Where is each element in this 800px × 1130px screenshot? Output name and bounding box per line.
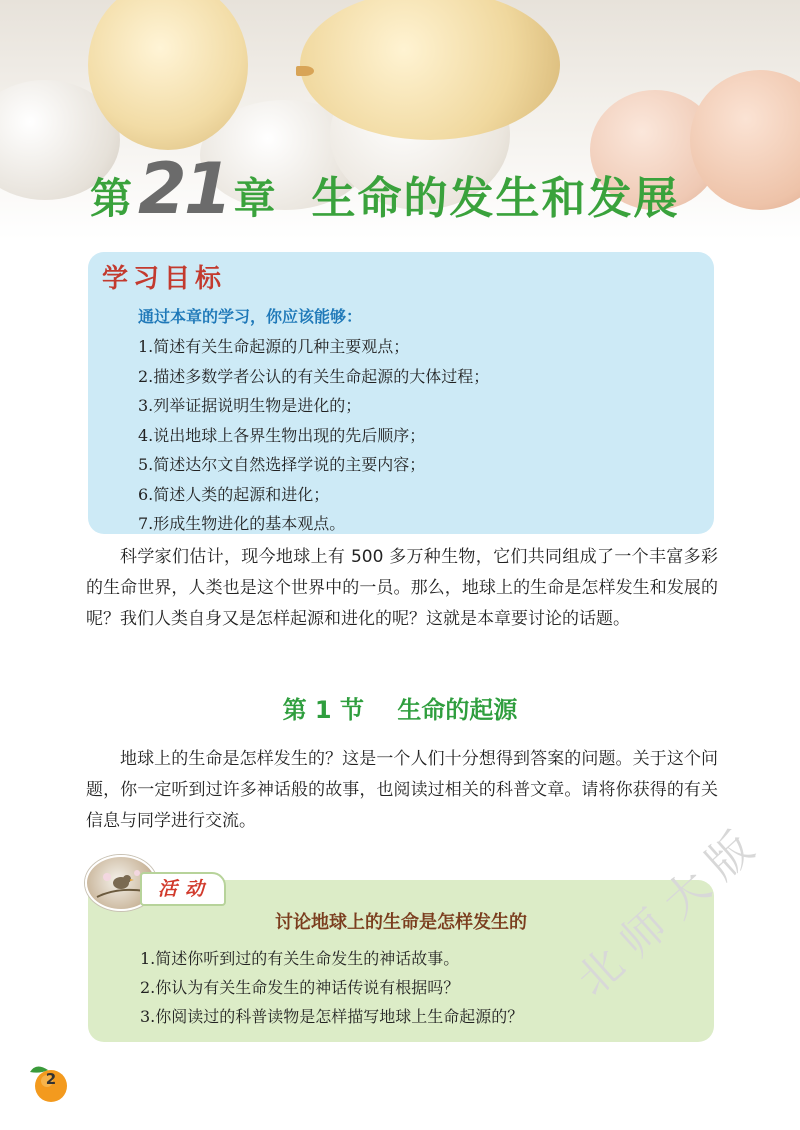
learning-goals-intro: 通过本章的学习，你应该能够：	[138, 307, 363, 326]
learning-goals-list	[138, 332, 489, 539]
intro-paragraph: 科学家们估计，现今地球上有 500 多万种生物，它们共同组成了一个丰富多彩的生命世界，人类也是这个世界中的一员。那么，地球上的生命是怎样发生和发展的呢？我们人类自身又是怎样起源和进化的呢？这就是本章要讨论的话题。	[86, 547, 718, 629]
chapter-suffix: 章	[233, 174, 276, 223]
activity-item: 3.你阅读过的科普读物是怎样描写地球上生命起源的？	[140, 1007, 524, 1026]
activity-item: 2.你认为有关生命发生的神话传说有根据吗？	[140, 978, 460, 997]
learning-goal-item: 1.简述有关生命起源的几种主要观点；	[138, 337, 410, 356]
section-paragraph: 地球上的生命是怎样发生的？这是一个人们十分想得到答案的问题。关于这个问题，你一定听到过许多神话般的故事，也阅读过相关的科普文章。请将你获得的有关信息与同学进行交流。	[86, 749, 718, 831]
chapter-name: 生命的发生和发展	[311, 173, 680, 224]
section-title: 第 1 节 生命的起源	[282, 696, 518, 724]
watermark: 北师大版	[567, 812, 774, 1007]
activity-title: 讨论地球上的生命是怎样发生的	[275, 912, 527, 933]
activity-list	[140, 944, 523, 1031]
activity-tag-label: 活动	[158, 878, 213, 900]
chapter-title	[90, 148, 679, 228]
learning-goal-item: 3.列举证据说明生物是进化的；	[138, 396, 362, 415]
learning-goal-item: 4.说出地球上各界生物出现的先后顺序；	[138, 425, 426, 445]
learning-goal-item: 5.简述达尔文自然选择学说的主要内容；	[138, 455, 426, 474]
learning-goal-item: 7.形成生物进化的基本观点。	[138, 514, 346, 533]
page-number: 2	[45, 1070, 57, 1088]
learning-goal-item: 6.简述人类的起源和进化；	[138, 484, 330, 504]
activity-item: 1.简述你听到过的有关生命发生的神话故事。	[140, 949, 460, 968]
chapter-number: 21	[138, 148, 230, 230]
learning-goals-heading: 学习目标	[102, 264, 227, 294]
learning-goal-item: 2.描述多数学者公认的有关生命起源的大体过程；	[138, 366, 490, 386]
chapter-prefix: 第	[90, 174, 133, 223]
learning-goals-box	[88, 252, 714, 534]
